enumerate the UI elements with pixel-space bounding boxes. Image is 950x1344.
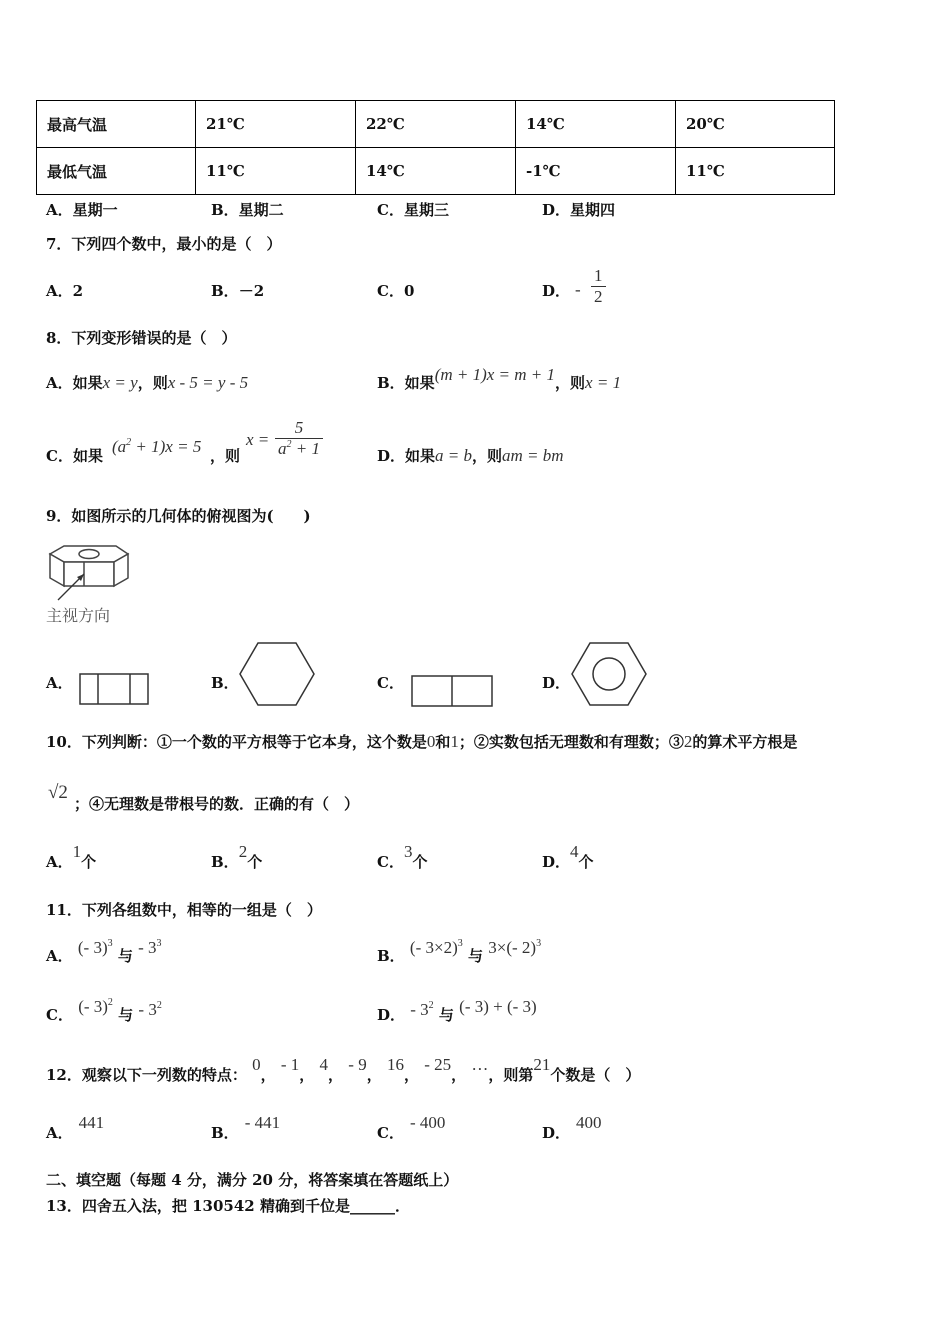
math-part: a: [278, 439, 287, 458]
option-unit: 个: [578, 853, 594, 871]
option-label: B．: [211, 1124, 239, 1142]
q9-option-b-label: B．: [211, 674, 239, 692]
seq-item: - 1: [280, 1055, 300, 1074]
option-unit: 个: [81, 853, 97, 871]
option-value: 1: [72, 842, 82, 861]
exponent: 2: [107, 997, 113, 1008]
seq-item: 4: [319, 1055, 329, 1074]
math-condition: a = b: [435, 446, 472, 465]
q8-option-c-result: [246, 430, 269, 450]
q11-option-b: [377, 938, 542, 966]
math-result: x = 1: [585, 373, 622, 392]
fraction: [275, 418, 323, 459]
option-label: A．: [46, 1124, 73, 1142]
q10-stem-line2: ；④无理数是带根号的数．正确的有（ ）: [74, 795, 360, 813]
math-part: (- 3×2): [409, 938, 458, 957]
q9-option-d-label: D．: [542, 674, 571, 692]
q11-option-c: [46, 997, 162, 1025]
option-value: 400: [576, 1113, 602, 1132]
stem-text: 10．下列判断：①一个数的平方根等于它本身，这个数是: [46, 733, 427, 751]
separator: ，: [403, 1066, 419, 1084]
then-text: ，则: [472, 447, 503, 465]
exponent: 3: [536, 938, 542, 949]
q7-option-d-sign: -: [575, 280, 581, 299]
q12-option-b: [211, 1113, 281, 1143]
separator: ，: [260, 1066, 276, 1084]
math-part: (a: [112, 437, 127, 456]
option-label: D．: [377, 1006, 406, 1024]
section-title: 二、填空题（每题 4 分，满分 20 分，将答案填在答题纸上）: [46, 1171, 459, 1189]
q6-option-c: C．星期三: [377, 201, 449, 219]
q8-option-d: [377, 445, 564, 466]
table-cell: 20℃: [676, 101, 835, 148]
math-part: - 3: [410, 1000, 429, 1019]
q12-option-a: [46, 1113, 105, 1143]
seq-item: 16: [386, 1055, 404, 1074]
q12-stem: [46, 1055, 641, 1085]
option-label: D．: [542, 853, 571, 871]
math-result: x - 5 = y - 5: [167, 373, 249, 392]
table-cell: 14℃: [516, 101, 676, 148]
q10-option-d: [542, 842, 594, 872]
math-part: + 1: [291, 439, 320, 458]
q7-option-a: [46, 280, 83, 301]
math-left: [78, 938, 113, 957]
option-value: 2: [72, 282, 84, 300]
q9-option-c-label: C．: [377, 674, 404, 692]
option-label: A．如果: [46, 374, 103, 392]
option-label: B．如果: [377, 374, 435, 392]
stem-text: 的算术平方根是: [692, 733, 798, 751]
fraction: [591, 266, 606, 307]
q8-option-b: [377, 365, 622, 393]
separator: ，: [366, 1066, 382, 1084]
option-value: - 400: [409, 1113, 446, 1132]
option-label: A．: [46, 282, 73, 300]
exponent: 3: [107, 938, 113, 949]
math-condition: (m + 1)x = m + 1: [434, 365, 556, 384]
q12-option-c: [377, 1113, 446, 1143]
math-left: [410, 1000, 433, 1019]
option-value: - 441: [244, 1113, 281, 1132]
separator: ，: [328, 1066, 344, 1084]
denominator: [275, 439, 323, 459]
q6-option-d: D．星期四: [542, 201, 616, 219]
option-a-rectangle-figure: [78, 672, 152, 706]
q8-option-c-condition: [112, 437, 201, 457]
math-value: 2: [683, 732, 693, 751]
option-label: A．: [46, 853, 73, 871]
math-right: (- 3) + (- 3): [459, 997, 537, 1016]
exponent: 2: [156, 1000, 162, 1011]
q10-option-b: [211, 842, 263, 872]
math-left: [410, 938, 463, 957]
option-value: 2: [238, 842, 248, 861]
stem-text: ，则第: [488, 1066, 534, 1084]
exponent: 2: [126, 437, 132, 448]
math-left: [78, 997, 113, 1016]
seq-item: 0: [252, 1055, 261, 1074]
table-cell: 14℃: [356, 148, 516, 195]
q8-option-a: [46, 372, 248, 393]
q13-stem: [46, 1195, 410, 1216]
with-text: 与: [467, 947, 483, 965]
option-label: D．如果: [377, 447, 436, 465]
math-part: + 1)x = 5: [131, 437, 202, 456]
hex-nut-solid-figure: [44, 542, 134, 604]
table-cell: 11℃: [196, 148, 356, 195]
math-part: - 3: [138, 1000, 157, 1019]
option-value: 4: [570, 842, 579, 861]
option-c-rectangle-figure: [410, 674, 496, 708]
table-cell: -1℃: [516, 148, 676, 195]
math-part: - 3: [138, 938, 157, 957]
option-value: 0: [403, 282, 415, 300]
q11-option-d: [377, 997, 537, 1025]
separator: ，: [299, 1066, 315, 1084]
math-part: (- 3): [78, 997, 108, 1016]
q9-option-a-label: A．: [46, 674, 73, 692]
numerator: 5: [275, 418, 323, 439]
row-label: 最低气温: [37, 148, 196, 195]
stem-text: 个数是（ ）: [550, 1066, 641, 1084]
exponent: 3: [156, 938, 162, 949]
q7-option-b: [211, 280, 264, 301]
with-text: 与: [118, 1006, 134, 1024]
option-value: －2: [238, 282, 265, 300]
math-part: x =: [246, 430, 270, 449]
option-label: C．: [46, 1006, 73, 1024]
with-text: 与: [117, 947, 133, 965]
table-cell: 21℃: [196, 101, 356, 148]
math-part: (- 3): [77, 938, 108, 957]
q9-stem: 9．如图所示的几何体的俯视图为( ): [46, 507, 311, 525]
then-text: ，则: [137, 374, 168, 392]
option-label: B．: [377, 947, 405, 965]
math-right: [138, 938, 161, 957]
stem-text: 13．四舍五入法，把 130542 精确到千位是: [46, 1197, 350, 1215]
q8-option-c-fraction: [275, 418, 323, 459]
math-result: am = bm: [502, 446, 564, 465]
option-value: 3: [403, 842, 413, 861]
separator: ，: [451, 1066, 467, 1084]
exponent: 2: [428, 1000, 434, 1011]
stem-text: ．: [394, 1197, 410, 1215]
option-label: A．: [46, 947, 73, 965]
then-text: ，则: [555, 374, 586, 392]
q6-option-b: B．星期二: [211, 201, 284, 219]
option-label: C．: [377, 853, 404, 871]
temperature-table: [36, 100, 835, 195]
option-label: D．: [542, 1124, 571, 1142]
q7-option-c: [377, 280, 414, 301]
q6-option-a: A．星期一: [46, 201, 118, 219]
option-label: B．: [211, 853, 239, 871]
option-b-hexagon-figure: [238, 640, 318, 708]
math-value: 1: [450, 732, 459, 751]
stem-text: 12．观察以下一列数的特点：: [46, 1066, 247, 1084]
math-right: [488, 938, 541, 957]
math-right: [138, 1000, 161, 1019]
stem-text: ；②实数包括无理数和有理数；③: [458, 733, 684, 751]
q8-option-c-label: C．如果: [46, 447, 103, 465]
numerator: 1: [591, 266, 606, 287]
table-cell: 11℃: [676, 148, 835, 195]
term-index: 21: [533, 1055, 551, 1074]
option-label: C．: [377, 1124, 404, 1142]
exponent: 3: [457, 938, 463, 949]
q11-option-a: [46, 938, 162, 966]
view-direction-caption: 主视方向: [46, 606, 111, 625]
answer-blank[interactable]: ______: [349, 1197, 395, 1215]
table-row: [37, 148, 835, 195]
q8-option-c-then: ，则: [210, 447, 241, 465]
denominator: 2: [594, 287, 603, 306]
row-label: 最高气温: [37, 101, 196, 148]
q11-stem: 11．下列各组数中，相等的一组是（ ）: [46, 901, 322, 919]
math-value: 0: [426, 732, 436, 751]
q12-option-d: [542, 1113, 602, 1143]
seq-item: - 9: [348, 1055, 367, 1074]
math-condition: x = y: [102, 373, 138, 392]
table-cell: 22℃: [356, 101, 516, 148]
option-unit: 个: [247, 853, 263, 871]
option-d-hexagon-circle-figure: [570, 640, 650, 708]
table-row: [37, 101, 835, 148]
sqrt-2: √2: [48, 782, 68, 803]
with-text: 与: [438, 1006, 454, 1024]
seq-item: - 25: [424, 1055, 452, 1074]
q7-stem: 7．下列四个数中，最小的是（ ）: [46, 235, 282, 253]
option-unit: 个: [412, 853, 428, 871]
q10-option-a: [46, 842, 97, 872]
option-label: B．: [211, 282, 239, 300]
q7-option-d-fraction: [591, 266, 606, 307]
q10-stem-line1: [46, 731, 797, 752]
q7-option-d-label: D．: [542, 282, 571, 300]
q10-option-c: [377, 842, 428, 872]
math-part: 3×(- 2): [488, 938, 537, 957]
q8-stem: 8．下列变形错误的是（ ）: [46, 329, 237, 347]
exponent: 2: [286, 439, 292, 450]
seq-item: …: [471, 1055, 489, 1074]
option-label: C．: [377, 282, 404, 300]
option-value: 441: [78, 1113, 105, 1132]
stem-text: 和: [435, 733, 451, 751]
